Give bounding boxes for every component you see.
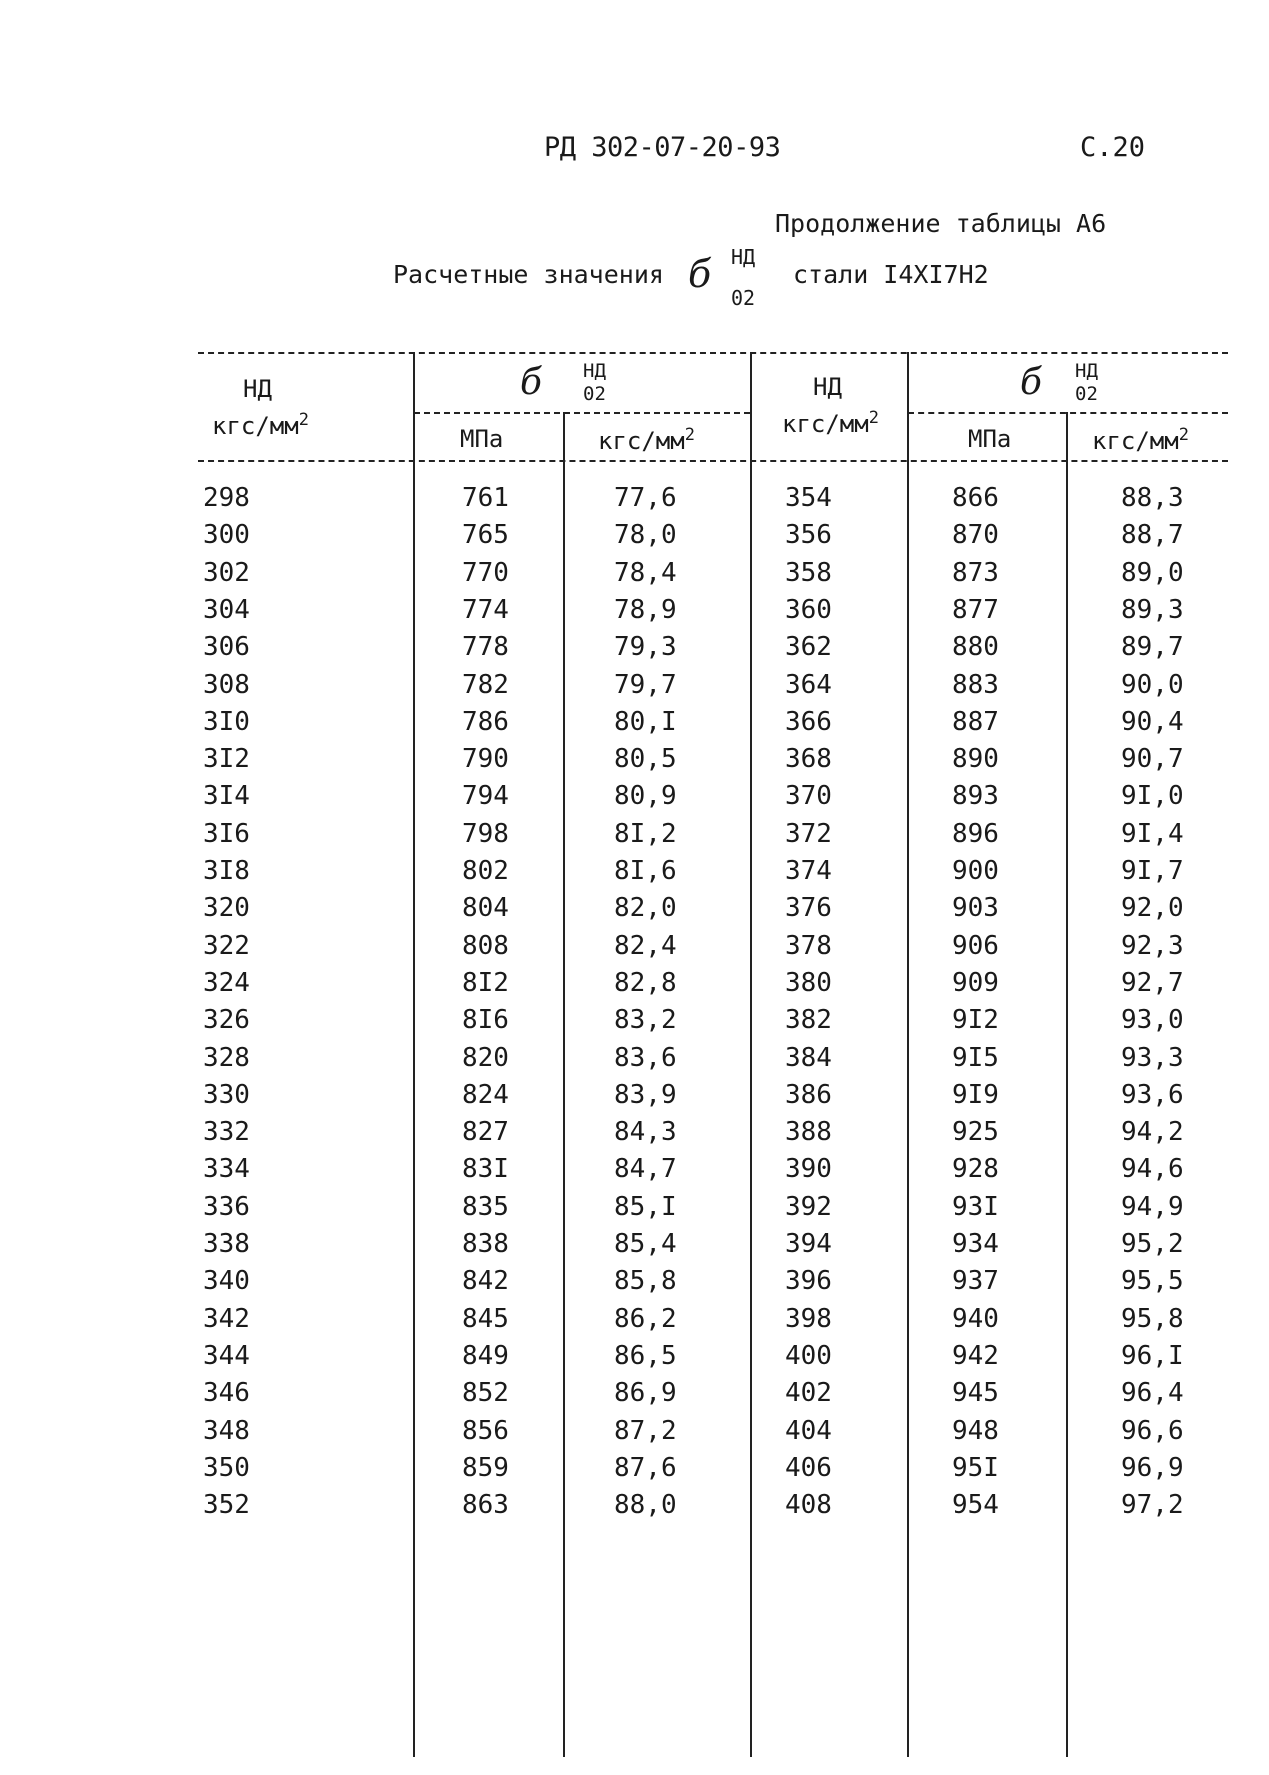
- kgf-value-cell: 96,I: [1121, 1340, 1184, 1371]
- kgf-value-cell: 80,5: [614, 744, 677, 775]
- mpa-value-cell: 770: [462, 557, 509, 588]
- kgf-value-cell: 8I,6: [614, 856, 677, 886]
- nd-header: НД: [243, 375, 272, 403]
- nd-value-cell: 350: [203, 1452, 250, 1483]
- mpa-value-cell: 866: [952, 483, 999, 513]
- mpa-value-cell: 804: [462, 893, 509, 924]
- nd-value-cell: 382: [785, 1005, 832, 1036]
- mpa-value-cell: 849: [462, 1340, 509, 1371]
- nd-value-cell: 400: [785, 1340, 832, 1371]
- mpa-value-cell: 863: [462, 1490, 509, 1521]
- kgf-value-cell: 9I,0: [1121, 781, 1184, 812]
- mpa-value-cell: 778: [462, 632, 509, 663]
- nd-value-cell: 324: [203, 967, 250, 998]
- column-divider: [413, 352, 415, 1757]
- kgf-value-cell: 88,0: [614, 1490, 677, 1521]
- nd-value-cell: 374: [785, 856, 832, 886]
- nd-value-cell: 402: [785, 1378, 832, 1409]
- kgf-value-cell: 94,6: [1121, 1154, 1184, 1185]
- mpa-value-cell: 9I9: [952, 1079, 999, 1110]
- nd-value-cell: 320: [203, 893, 250, 924]
- kgf-value-cell: 82,0: [614, 893, 677, 924]
- mpa-value-cell: 954: [952, 1490, 999, 1521]
- nd-value-cell: 390: [785, 1154, 832, 1185]
- mpa-value-cell: 856: [462, 1415, 509, 1446]
- nd-value-cell: 3I2: [203, 744, 250, 775]
- sigma-subscript: 02: [731, 286, 756, 310]
- table-title-suffix: стали I4XI7H2: [793, 260, 989, 289]
- mpa-value-cell: 83I: [462, 1154, 509, 1185]
- mpa-value-cell: 903: [952, 893, 999, 924]
- nd-value-cell: 384: [785, 1042, 832, 1073]
- kgf-value-cell: 84,7: [614, 1154, 677, 1185]
- kgf-value-cell: 86,9: [614, 1378, 677, 1409]
- nd-value-cell: 366: [785, 706, 832, 737]
- mpa-value-cell: 877: [952, 594, 999, 625]
- kgf-value-cell: 94,2: [1121, 1117, 1184, 1148]
- sigma-symbol: б: [688, 252, 712, 296]
- mpa-value-cell: 940: [952, 1303, 999, 1334]
- nd-value-cell: 346: [203, 1378, 250, 1409]
- mpa-value-cell: 870: [952, 520, 999, 551]
- mpa-header: МПа: [968, 425, 1012, 453]
- nd-value-cell: 398: [785, 1303, 832, 1334]
- sigma-header-symbol: б: [520, 362, 542, 403]
- nd-value-cell: 3I0: [203, 706, 250, 737]
- kgf-value-cell: 79,3: [614, 632, 677, 663]
- kgf-value-cell: 90,4: [1121, 706, 1184, 737]
- mpa-value-cell: 883: [952, 669, 999, 700]
- kgf-value-cell: 85,I: [614, 1191, 677, 1222]
- nd-value-cell: 360: [785, 594, 832, 625]
- nd-value-cell: 336: [203, 1191, 250, 1222]
- mpa-value-cell: 945: [952, 1378, 999, 1409]
- mpa-value-cell: 906: [952, 930, 999, 961]
- mpa-value-cell: 838: [462, 1229, 509, 1259]
- nd-value-cell: 300: [203, 520, 250, 551]
- mpa-value-cell: 942: [952, 1340, 999, 1371]
- nd-header: НД: [813, 373, 842, 401]
- kgf-value-cell: 78,9: [614, 594, 677, 625]
- nd-value-cell: 356: [785, 520, 832, 551]
- nd-value-cell: 396: [785, 1266, 832, 1297]
- nd-value-cell: 388: [785, 1117, 832, 1148]
- mpa-value-cell: 896: [952, 818, 999, 849]
- nd-value-cell: 304: [203, 594, 250, 625]
- kgf-value-cell: 83,6: [614, 1042, 677, 1073]
- header-bottom-rule: [198, 460, 1228, 462]
- nd-value-cell: 340: [203, 1266, 250, 1297]
- kgf-value-cell: 89,0: [1121, 557, 1184, 588]
- kgf-value-cell: 96,4: [1121, 1378, 1184, 1409]
- nd-value-cell: 406: [785, 1452, 832, 1483]
- kgf-value-cell: 88,7: [1121, 520, 1184, 551]
- table-continuation-label: Продолжение таблицы А6: [775, 209, 1107, 238]
- kgf-value-cell: 95,5: [1121, 1266, 1184, 1297]
- kgf-value-cell: 87,6: [614, 1452, 677, 1483]
- nd-value-cell: 3I8: [203, 856, 250, 886]
- kgf-value-cell: 9I,4: [1121, 818, 1184, 849]
- nd-value-cell: 362: [785, 632, 832, 663]
- kgf-value-cell: 90,0: [1121, 669, 1184, 700]
- kgf-value-cell: 9I,7: [1121, 856, 1184, 886]
- nd-value-cell: 408: [785, 1490, 832, 1521]
- sigma-header-symbol: б: [1020, 362, 1042, 403]
- kgf-value-cell: 92,3: [1121, 930, 1184, 961]
- nd-value-cell: 358: [785, 557, 832, 588]
- kgf-value-cell: 83,9: [614, 1079, 677, 1110]
- nd-value-cell: 334: [203, 1154, 250, 1185]
- mpa-value-cell: 9I2: [952, 1005, 999, 1036]
- nd-value-cell: 372: [785, 818, 832, 849]
- mpa-value-cell: 798: [462, 818, 509, 849]
- table-title-prefix: Расчетные значения: [393, 260, 664, 289]
- kgf-header: кгс/$мм^2$: [598, 425, 695, 455]
- mpa-value-cell: 790: [462, 744, 509, 775]
- sigma-group-rule-right: [908, 412, 1228, 414]
- mpa-value-cell: 900: [952, 856, 999, 886]
- mpa-value-cell: 794: [462, 781, 509, 812]
- nd-value-cell: 322: [203, 930, 250, 961]
- nd-value-cell: 330: [203, 1079, 250, 1110]
- kgf-value-cell: 84,3: [614, 1117, 677, 1148]
- kgf-value-cell: 96,6: [1121, 1415, 1184, 1446]
- mpa-value-cell: 873: [952, 557, 999, 588]
- kgf-value-cell: 83,2: [614, 1005, 677, 1036]
- kgf-value-cell: 89,7: [1121, 632, 1184, 663]
- kgf-value-cell: 82,4: [614, 930, 677, 961]
- mpa-value-cell: 893: [952, 781, 999, 812]
- nd-value-cell: 332: [203, 1117, 250, 1148]
- column-divider: [750, 352, 752, 1757]
- mpa-value-cell: 842: [462, 1266, 509, 1297]
- kgf-value-cell: 93,6: [1121, 1079, 1184, 1110]
- nd-value-cell: 308: [203, 669, 250, 700]
- nd-value-cell: 378: [785, 930, 832, 961]
- mpa-value-cell: 802: [462, 856, 509, 886]
- kgf-value-cell: 97,2: [1121, 1490, 1184, 1521]
- table-top-rule: [198, 352, 1228, 354]
- nd-value-cell: 376: [785, 893, 832, 924]
- nd-value-cell: 306: [203, 632, 250, 663]
- mpa-value-cell: 827: [462, 1117, 509, 1148]
- nd-value-cell: 394: [785, 1229, 832, 1259]
- kgf-value-cell: 93,3: [1121, 1042, 1184, 1073]
- mpa-value-cell: 859: [462, 1452, 509, 1483]
- kgf-value-cell: 89,3: [1121, 594, 1184, 625]
- kgf-value-cell: 95,2: [1121, 1229, 1184, 1259]
- sigma-group-rule-left: [414, 412, 750, 414]
- kgf-value-cell: 82,8: [614, 967, 677, 998]
- kgf-value-cell: 80,I: [614, 706, 677, 737]
- mpa-value-cell: 93I: [952, 1191, 999, 1222]
- mpa-value-cell: 928: [952, 1154, 999, 1185]
- sigma-header-sub: 02: [583, 383, 606, 405]
- nd-value-cell: 338: [203, 1229, 250, 1259]
- column-divider: [907, 352, 909, 1757]
- kgf-value-cell: 8I,2: [614, 818, 677, 849]
- mpa-value-cell: 880: [952, 632, 999, 663]
- nd-value-cell: 342: [203, 1303, 250, 1334]
- kgf-value-cell: 78,0: [614, 520, 677, 551]
- kgf-value-cell: 94,9: [1121, 1191, 1184, 1222]
- nd-value-cell: 364: [785, 669, 832, 700]
- column-divider: [1066, 412, 1068, 1757]
- mpa-value-cell: 948: [952, 1415, 999, 1446]
- kgf-value-cell: 77,6: [614, 483, 677, 513]
- mpa-value-cell: 835: [462, 1191, 509, 1222]
- kgf-value-cell: 86,5: [614, 1340, 677, 1371]
- mpa-value-cell: 8I2: [462, 967, 509, 998]
- nd-value-cell: 302: [203, 557, 250, 588]
- column-divider: [563, 412, 565, 1757]
- kgf-value-cell: 96,9: [1121, 1452, 1184, 1483]
- mpa-value-cell: 937: [952, 1266, 999, 1297]
- nd-value-cell: 354: [785, 483, 832, 513]
- kgf-value-cell: 92,0: [1121, 893, 1184, 924]
- nd-value-cell: 344: [203, 1340, 250, 1371]
- kgf-value-cell: 95,8: [1121, 1303, 1184, 1334]
- sigma-header-sub: 02: [1075, 383, 1098, 405]
- nd-value-cell: 348: [203, 1415, 250, 1446]
- kgf-value-cell: 88,3: [1121, 483, 1184, 513]
- document-id: РД 302-07-20-93: [544, 132, 781, 163]
- mpa-value-cell: 824: [462, 1079, 509, 1110]
- nd-value-cell: 3I4: [203, 781, 250, 812]
- kgf-value-cell: 92,7: [1121, 967, 1184, 998]
- nd-value-cell: 368: [785, 744, 832, 775]
- mpa-value-cell: 852: [462, 1378, 509, 1409]
- mpa-value-cell: 95I: [952, 1452, 999, 1483]
- mpa-value-cell: 808: [462, 930, 509, 961]
- nd-value-cell: 404: [785, 1415, 832, 1446]
- nd-value-cell: 326: [203, 1005, 250, 1036]
- nd-value-cell: 392: [785, 1191, 832, 1222]
- kgf-value-cell: 85,4: [614, 1229, 677, 1259]
- mpa-value-cell: 774: [462, 594, 509, 625]
- mpa-value-cell: 890: [952, 744, 999, 775]
- nd-value-cell: 386: [785, 1079, 832, 1110]
- mpa-value-cell: 845: [462, 1303, 509, 1334]
- mpa-value-cell: 909: [952, 967, 999, 998]
- kgf-value-cell: 78,4: [614, 557, 677, 588]
- nd-unit-header: кгс/$мм^2$: [782, 408, 879, 438]
- nd-value-cell: 298: [203, 483, 250, 513]
- sigma-superscript: НД: [731, 245, 756, 269]
- nd-unit-header: кгс/$мм^2$: [212, 410, 309, 440]
- mpa-value-cell: 820: [462, 1042, 509, 1073]
- kgf-value-cell: 93,0: [1121, 1005, 1184, 1036]
- mpa-header: МПа: [460, 425, 504, 453]
- sigma-header-sup: НД: [583, 360, 606, 382]
- nd-value-cell: 328: [203, 1042, 250, 1073]
- kgf-value-cell: 86,2: [614, 1303, 677, 1334]
- mpa-value-cell: 782: [462, 669, 509, 700]
- mpa-value-cell: 786: [462, 706, 509, 737]
- kgf-value-cell: 85,8: [614, 1266, 677, 1297]
- kgf-value-cell: 90,7: [1121, 744, 1184, 775]
- mpa-value-cell: 9I5: [952, 1042, 999, 1073]
- kgf-header: кгс/$мм^2$: [1092, 425, 1189, 455]
- nd-value-cell: 352: [203, 1490, 250, 1521]
- mpa-value-cell: 8I6: [462, 1005, 509, 1036]
- nd-value-cell: 380: [785, 967, 832, 998]
- mpa-value-cell: 765: [462, 520, 509, 551]
- mpa-value-cell: 925: [952, 1117, 999, 1148]
- sigma-header-sup: НД: [1075, 360, 1098, 382]
- page-number: С.20: [1080, 132, 1146, 163]
- nd-value-cell: 370: [785, 781, 832, 812]
- nd-value-cell: 3I6: [203, 818, 250, 849]
- kgf-value-cell: 87,2: [614, 1415, 677, 1446]
- kgf-value-cell: 79,7: [614, 669, 677, 700]
- mpa-value-cell: 934: [952, 1229, 999, 1259]
- mpa-value-cell: 761: [462, 483, 509, 513]
- kgf-value-cell: 80,9: [614, 781, 677, 812]
- mpa-value-cell: 887: [952, 706, 999, 737]
